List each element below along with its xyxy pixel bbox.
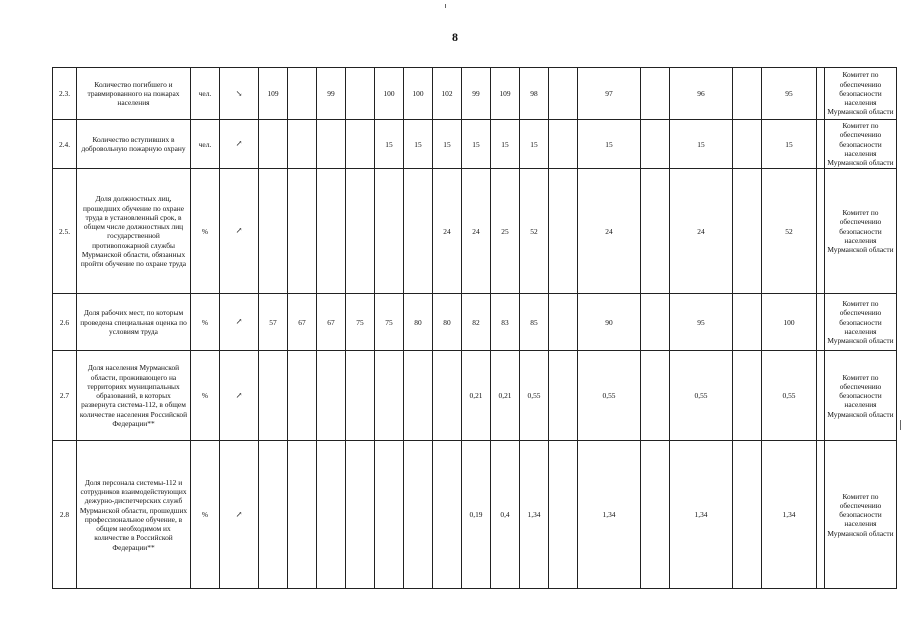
value-cell: 100 — [375, 68, 404, 120]
trend-icon: ↗ — [220, 351, 259, 441]
value-cell: 15 — [375, 120, 404, 169]
spacer-cell — [817, 120, 825, 169]
value-cell: 0,21 — [491, 351, 520, 441]
value-cell: 67 — [288, 294, 317, 351]
unit-cell: % — [191, 294, 220, 351]
value-cell: 80 — [433, 294, 462, 351]
indicators-table — [52, 67, 897, 589]
row-number: 2.3. — [53, 68, 77, 120]
trend-icon: ↗ — [220, 120, 259, 169]
value-cell — [288, 120, 317, 169]
table-row — [53, 351, 897, 441]
value-cell: 109 — [259, 68, 288, 120]
value-cell — [549, 294, 578, 351]
value-cell — [346, 441, 375, 589]
scan-mark — [900, 420, 901, 430]
indicator-name: Количество погибшего и травмированного на пожарах населения — [77, 68, 191, 120]
indicator-name: Доля рабочих мест, по которым проведена специальная оценка по условиям труда — [77, 294, 191, 351]
value-cell — [641, 294, 670, 351]
spacer-cell — [817, 351, 825, 441]
value-cell: 102 — [433, 68, 462, 120]
value-cell: 75 — [346, 294, 375, 351]
value-cell — [641, 68, 670, 120]
value-cell — [346, 351, 375, 441]
value-cell — [641, 351, 670, 441]
value-cell — [317, 351, 346, 441]
spacer-cell — [817, 441, 825, 589]
value-cell: 95 — [762, 68, 817, 120]
value-cell — [288, 68, 317, 120]
value-cell: 25 — [491, 169, 520, 294]
value-cell: 1,34 — [578, 441, 641, 589]
value-cell — [375, 169, 404, 294]
value-cell: 57 — [259, 294, 288, 351]
value-cell — [549, 351, 578, 441]
value-cell: 80 — [404, 294, 433, 351]
value-cell: 96 — [670, 68, 733, 120]
trend-icon: ↗ — [220, 294, 259, 351]
unit-cell: % — [191, 351, 220, 441]
value-cell: 100 — [762, 294, 817, 351]
value-cell: 15 — [433, 120, 462, 169]
value-cell: 1,34 — [520, 441, 549, 589]
value-cell — [346, 120, 375, 169]
trend-icon: ↗ — [220, 441, 259, 589]
value-cell: 75 — [375, 294, 404, 351]
indicator-name: Доля персонала системы-112 и сотрудников взаимодействующих дежурно-диспетчерских служб Мурманской области, прошедших профессиональное обучение, в общем необходимом их количестве в Российской Федерации** — [77, 441, 191, 589]
value-cell — [288, 351, 317, 441]
value-cell — [317, 169, 346, 294]
unit-cell: чел. — [191, 120, 220, 169]
unit-cell: % — [191, 169, 220, 294]
value-cell — [259, 120, 288, 169]
value-cell — [346, 68, 375, 120]
value-cell: 15 — [404, 120, 433, 169]
table-row — [53, 120, 897, 169]
value-cell: 95 — [670, 294, 733, 351]
value-cell: 97 — [578, 68, 641, 120]
value-cell — [317, 441, 346, 589]
value-cell: 0,21 — [462, 351, 491, 441]
value-cell — [549, 169, 578, 294]
value-cell — [641, 441, 670, 589]
value-cell: 15 — [578, 120, 641, 169]
spacer-cell — [817, 68, 825, 120]
responsible-executor: Комитет по обеспечению безопасности населения Мурманской области — [825, 441, 897, 589]
value-cell — [259, 169, 288, 294]
value-cell: 1,34 — [670, 441, 733, 589]
row-number: 2.7 — [53, 351, 77, 441]
responsible-executor: Комитет по обеспечению безопасности населения Мурманской области — [825, 68, 897, 120]
value-cell: 0,4 — [491, 441, 520, 589]
value-cell: 15 — [670, 120, 733, 169]
value-cell: 52 — [762, 169, 817, 294]
value-cell — [317, 120, 346, 169]
value-cell — [733, 120, 762, 169]
value-cell — [288, 169, 317, 294]
value-cell — [641, 120, 670, 169]
value-cell: 90 — [578, 294, 641, 351]
value-cell: 52 — [520, 169, 549, 294]
scan-mark — [445, 4, 446, 8]
value-cell — [375, 351, 404, 441]
row-number: 2.4. — [53, 120, 77, 169]
value-cell: 15 — [462, 120, 491, 169]
value-cell: 24 — [670, 169, 733, 294]
row-number: 2.8 — [53, 441, 77, 589]
value-cell: 0,55 — [670, 351, 733, 441]
table-row — [53, 294, 897, 351]
value-cell — [733, 441, 762, 589]
value-cell — [549, 68, 578, 120]
value-cell: 82 — [462, 294, 491, 351]
row-number: 2.6 — [53, 294, 77, 351]
value-cell — [549, 120, 578, 169]
spacer-cell — [817, 169, 825, 294]
value-cell — [259, 351, 288, 441]
unit-cell: % — [191, 441, 220, 589]
value-cell: 15 — [520, 120, 549, 169]
value-cell: 99 — [462, 68, 491, 120]
value-cell — [433, 351, 462, 441]
responsible-executor: Комитет по обеспечению безопасности населения Мурманской области — [825, 351, 897, 441]
indicator-name: Доля должностных лиц, прошедших обучение по охране труда в установленный срок, в общем числе должностных лиц государственной противопожарной службы Мурманской области, обязанных пройти обучение по охране труда — [77, 169, 191, 294]
value-cell — [404, 351, 433, 441]
page-number: 8 — [452, 30, 458, 44]
value-cell: 0,55 — [762, 351, 817, 441]
responsible-executor: Комитет по обеспечению безопасности населения Мурманской области — [825, 169, 897, 294]
value-cell: 24 — [578, 169, 641, 294]
value-cell: 15 — [491, 120, 520, 169]
value-cell — [733, 68, 762, 120]
trend-icon: ↗ — [220, 169, 259, 294]
table-row — [53, 68, 897, 120]
unit-cell: чел. — [191, 68, 220, 120]
row-number: 2.5. — [53, 169, 77, 294]
value-cell: 98 — [520, 68, 549, 120]
value-cell — [259, 441, 288, 589]
value-cell: 24 — [433, 169, 462, 294]
value-cell — [641, 169, 670, 294]
value-cell: 99 — [317, 68, 346, 120]
table-row — [53, 441, 897, 589]
value-cell — [733, 169, 762, 294]
value-cell — [346, 169, 375, 294]
value-cell: 1,34 — [762, 441, 817, 589]
value-cell: 100 — [404, 68, 433, 120]
indicator-name: Количество вступивших в добровольную пожарную охрану — [77, 120, 191, 169]
value-cell: 83 — [491, 294, 520, 351]
value-cell — [375, 441, 404, 589]
spacer-cell — [817, 294, 825, 351]
table-row — [53, 169, 897, 294]
value-cell: 109 — [491, 68, 520, 120]
value-cell — [288, 441, 317, 589]
value-cell: 85 — [520, 294, 549, 351]
value-cell: 0,19 — [462, 441, 491, 589]
responsible-executor: Комитет по обеспечению безопасности населения Мурманской области — [825, 120, 897, 169]
value-cell — [404, 441, 433, 589]
value-cell: 15 — [762, 120, 817, 169]
value-cell — [733, 351, 762, 441]
value-cell — [433, 441, 462, 589]
value-cell — [549, 441, 578, 589]
indicator-name: Доля населения Мурманской области, проживающего на территориях муниципальных образований, в которых развернута система-112, в общем количестве населения Российской Федерации** — [77, 351, 191, 441]
trend-icon: ↘ — [220, 68, 259, 120]
responsible-executor: Комитет по обеспечению безопасности населения Мурманской области — [825, 294, 897, 351]
value-cell — [404, 169, 433, 294]
value-cell: 0,55 — [520, 351, 549, 441]
value-cell — [733, 294, 762, 351]
value-cell: 67 — [317, 294, 346, 351]
value-cell: 24 — [462, 169, 491, 294]
value-cell: 0,55 — [578, 351, 641, 441]
